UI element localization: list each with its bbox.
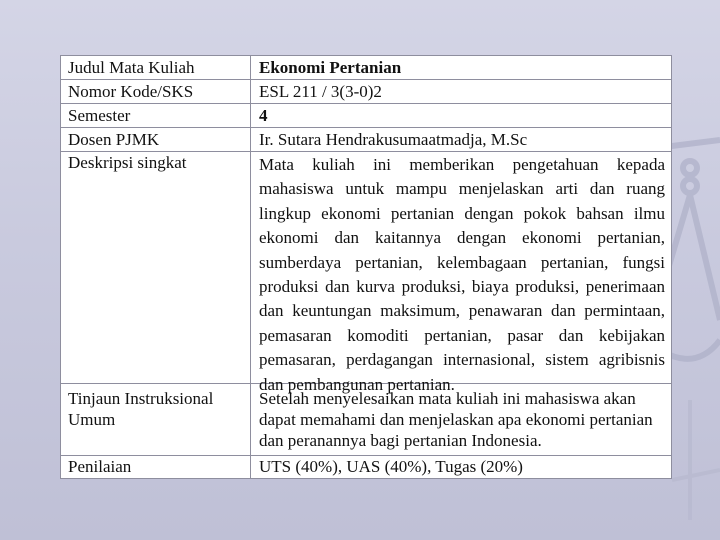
table-row <box>61 56 671 80</box>
course-title-value: Ekonomi Pertanian <box>259 58 402 77</box>
lecturer-label: Dosen PJMK <box>61 128 251 151</box>
lecturer-value: Ir. Sutara Hendrakusumaatmadja, M.Sc <box>259 130 528 149</box>
objective-value: Setelah menyelesaikan mata kuliah ini mahasiswa akan dapat memahami dan menjelaskan apa ekonomi pertanian dan peranannya bagi pertanian Indonesia. <box>259 389 653 450</box>
course-code-value: ESL 211 / 3(3-0)2 <box>259 82 382 101</box>
table-row <box>61 384 671 456</box>
semester-label: Semester <box>61 104 251 127</box>
course-title-label: Judul Mata Kuliah <box>61 56 251 79</box>
assessment-value: UTS (40%), UAS (40%), Tugas (20%) <box>259 457 523 476</box>
course-code-label: Nomor Kode/SKS <box>61 80 251 103</box>
assessment-label: Penilaian <box>61 456 251 478</box>
table-row <box>61 128 671 152</box>
description-label: Deskripsi singkat <box>61 152 251 383</box>
table-row <box>61 456 671 478</box>
semester-value: 4 <box>259 106 268 125</box>
table-row <box>61 152 671 394</box>
description-value: Mata kuliah ini memberikan pengetahuan kepada mahasiswa untuk mampu menjelaskan arti dan ruang lingkup ekonomi pertanian dengan pokok bahsan ilmu ekonomi dan kaitannya dengan ekonomi pertanian, sumberdaya pertanian, kelembagaan pertanian, fungsi produksi dan kurva produksi, biaya produksi, penerimaan dan keuntungan maksimum, penawaran dan permintaan, pemasaran komoditi pertanian, pasar dan kebijakan pemasaran, perdagangan internasional, sistem agribisnis dan pembangunan pertanian. <box>259 155 665 394</box>
table-row <box>61 104 671 128</box>
objective-label: Tinjaun Instruksional Umum <box>61 384 251 455</box>
course-info-table <box>60 55 672 479</box>
table-row <box>61 80 671 104</box>
